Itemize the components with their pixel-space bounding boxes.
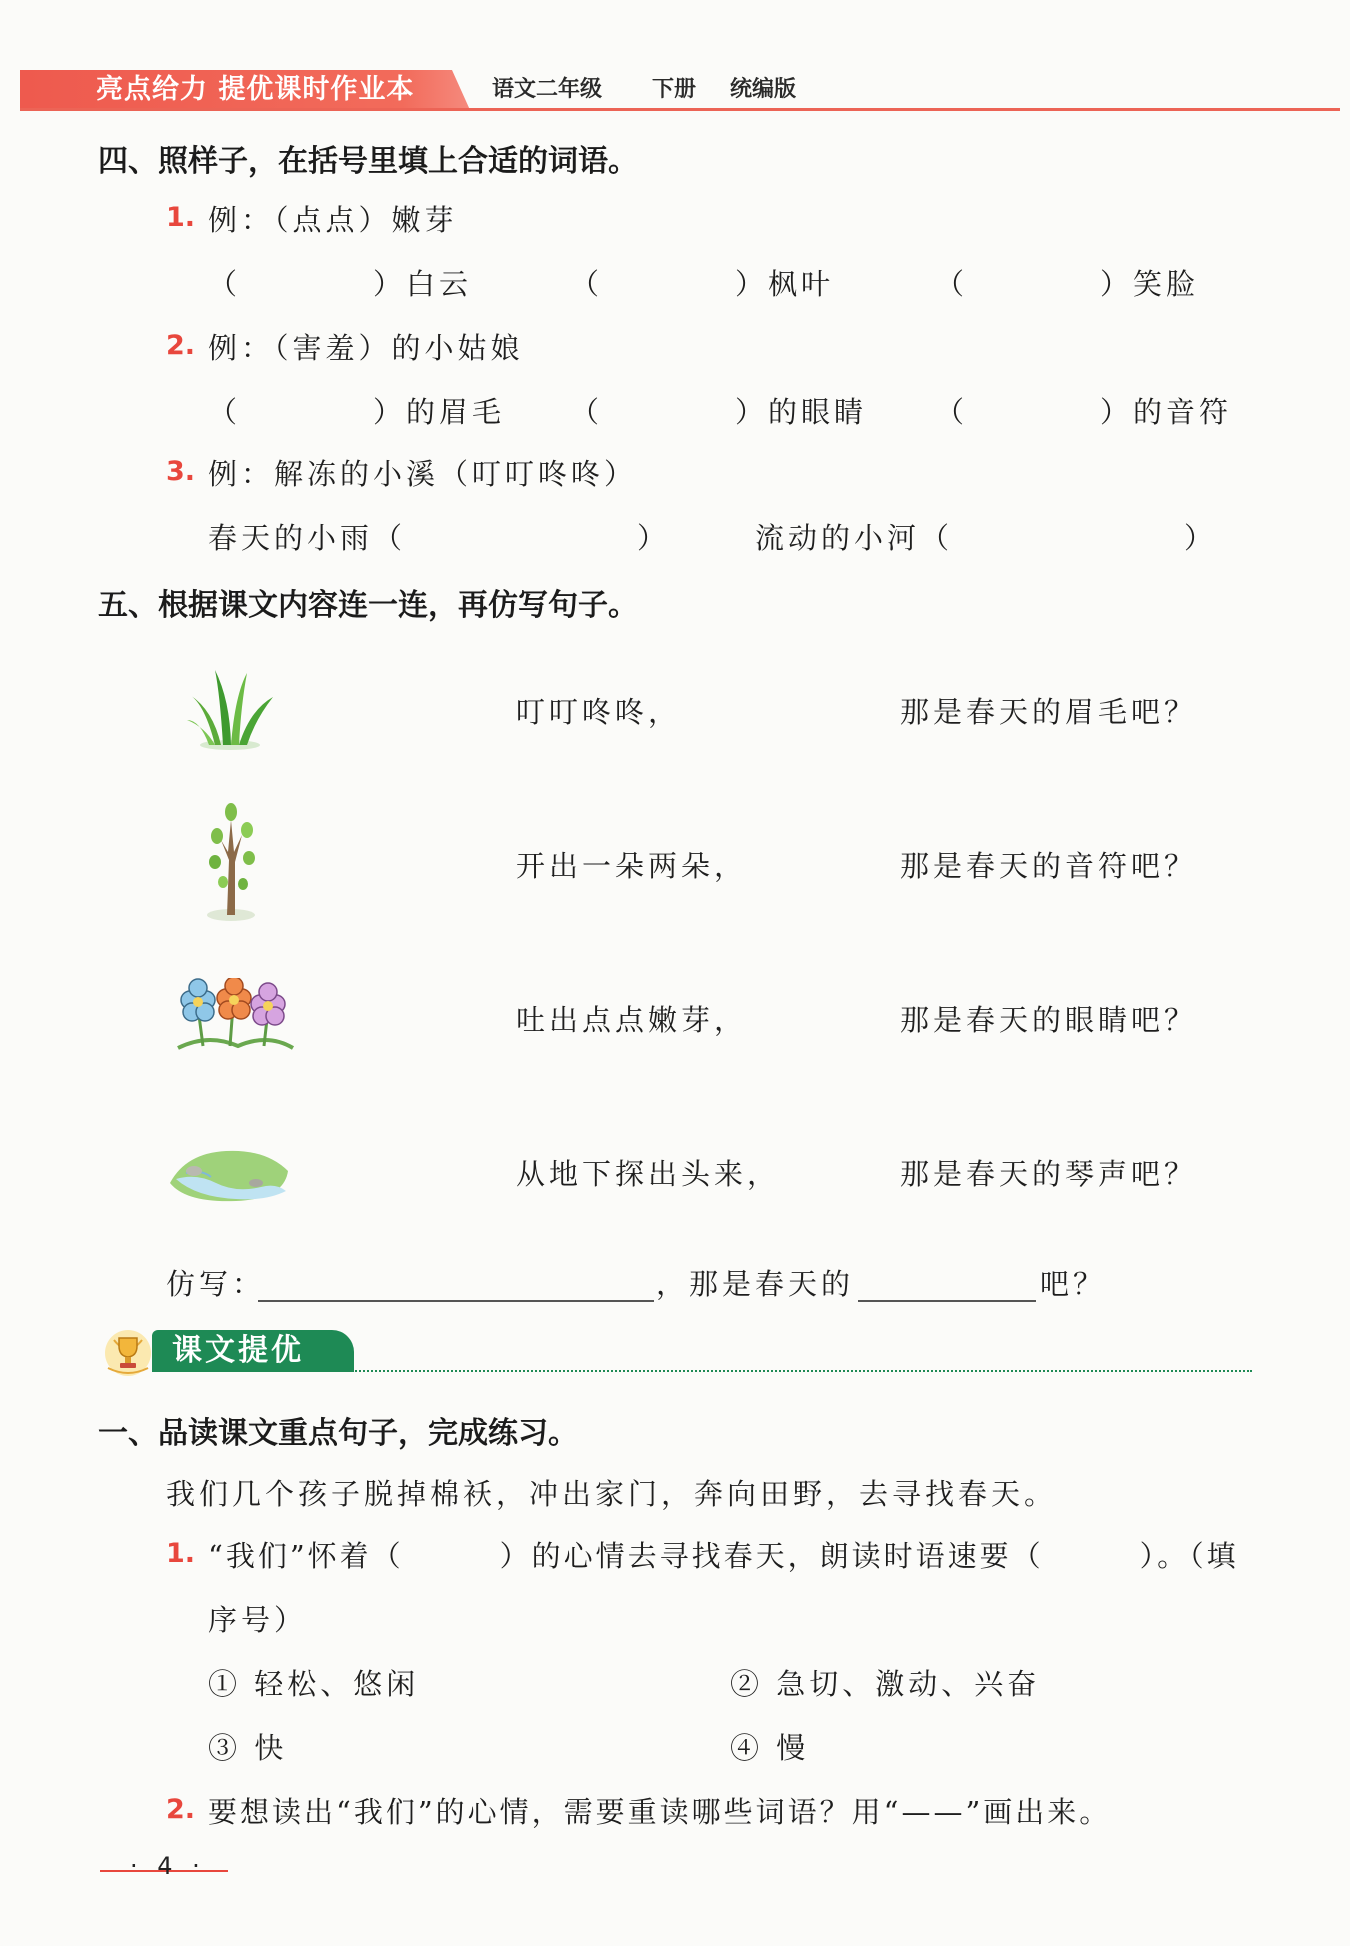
edition-label: 统编版 [730, 77, 797, 102]
match-middle-3[interactable]: 吐出点点嫩芽， [516, 1003, 748, 1037]
q2-example: 例：（害羞）的小姑娘 [208, 331, 524, 365]
q1-example: 例：（点点）嫩芽 [208, 203, 458, 237]
match-right-2[interactable]: 那是春天的音符吧？ [900, 849, 1198, 883]
option-1[interactable]: ① 轻松、悠闲 [208, 1667, 420, 1701]
tree-picture [195, 800, 267, 922]
header-rule [20, 108, 1340, 111]
q3-blank-2[interactable]: 流动的小河（ ） [755, 521, 1218, 555]
s1-q1-number: 1. [166, 1538, 196, 1569]
imitate-label: 仿写： [166, 1267, 266, 1301]
imitate-middle: ，那是春天的 [656, 1267, 855, 1301]
section-5-title: 五、根据课文内容连一连，再仿写句子。 [98, 588, 638, 623]
q3-number: 3. [166, 456, 196, 487]
q1-number: 1. [166, 202, 196, 233]
q3-example: 例：解冻的小溪（叮叮咚咚） [208, 457, 638, 491]
book-title: 亮点给力 提优课时作业本 [96, 74, 415, 105]
match-right-1[interactable]: 那是春天的眉毛吧？ [900, 695, 1198, 729]
imitate-end: 吧？ [1040, 1267, 1107, 1301]
subject-label: 语文二年级 [492, 77, 603, 102]
match-right-4[interactable]: 那是春天的琴声吧？ [900, 1157, 1198, 1191]
q3-blank-1[interactable]: 春天的小雨（ ） [208, 521, 671, 555]
match-right-3[interactable]: 那是春天的眼睛吧？ [900, 1003, 1198, 1037]
trophy-icon [100, 1328, 156, 1378]
match-middle-4[interactable]: 从地下探出头来， [516, 1157, 781, 1191]
volume-label: 下册 [652, 77, 697, 102]
banner-rule [152, 1370, 1252, 1372]
q1-blank-3[interactable]: （ ）笑脸 [935, 267, 1200, 301]
stream-picture [166, 1143, 292, 1205]
match-middle-2[interactable]: 开出一朵两朵， [516, 849, 748, 883]
option-2[interactable]: ② 急切、激动、兴奋 [730, 1667, 1041, 1701]
grass-picture [185, 665, 275, 751]
q1-blank-2[interactable]: （ ）枫叶 [570, 267, 835, 301]
match-middle-1[interactable]: 叮叮咚咚， [516, 695, 682, 729]
page-number: · 4 · [130, 1852, 206, 1880]
flowers-picture [168, 978, 298, 1054]
q2-blank-3[interactable]: （ ）的音符 [935, 395, 1233, 429]
s1-q1-line1: “我们”怀着（ ）的心情去寻找春天，朗读时语速要（ ）。（填 [208, 1539, 1239, 1573]
s1-q2-number: 2. [166, 1794, 196, 1825]
q1-blank-1[interactable]: （ ）白云 [208, 267, 473, 301]
s1-q2-text: 要想读出“我们”的心情，需要重读哪些词语？用“——”画出来。 [208, 1795, 1112, 1829]
s1-q1-line2: 序号） [208, 1603, 308, 1637]
imitate-blank-2[interactable] [858, 1300, 1036, 1302]
banner-label: 课文提优 [172, 1333, 304, 1368]
imitate-blank-1[interactable] [258, 1300, 654, 1302]
q2-blank-2[interactable]: （ ）的眼睛 [570, 395, 868, 429]
section-1-title: 一、品读课文重点句子，完成练习。 [98, 1416, 578, 1451]
option-4[interactable]: ④ 慢 [730, 1731, 810, 1765]
q2-number: 2. [166, 330, 196, 361]
passage-sentence: 我们几个孩子脱掉棉袄，冲出家门，奔向田野，去寻找春天。 [166, 1477, 1058, 1511]
section-4-title: 四、照样子，在括号里填上合适的词语。 [98, 144, 638, 179]
option-3[interactable]: ③ 快 [208, 1731, 288, 1765]
q2-blank-1[interactable]: （ ）的眉毛 [208, 395, 506, 429]
